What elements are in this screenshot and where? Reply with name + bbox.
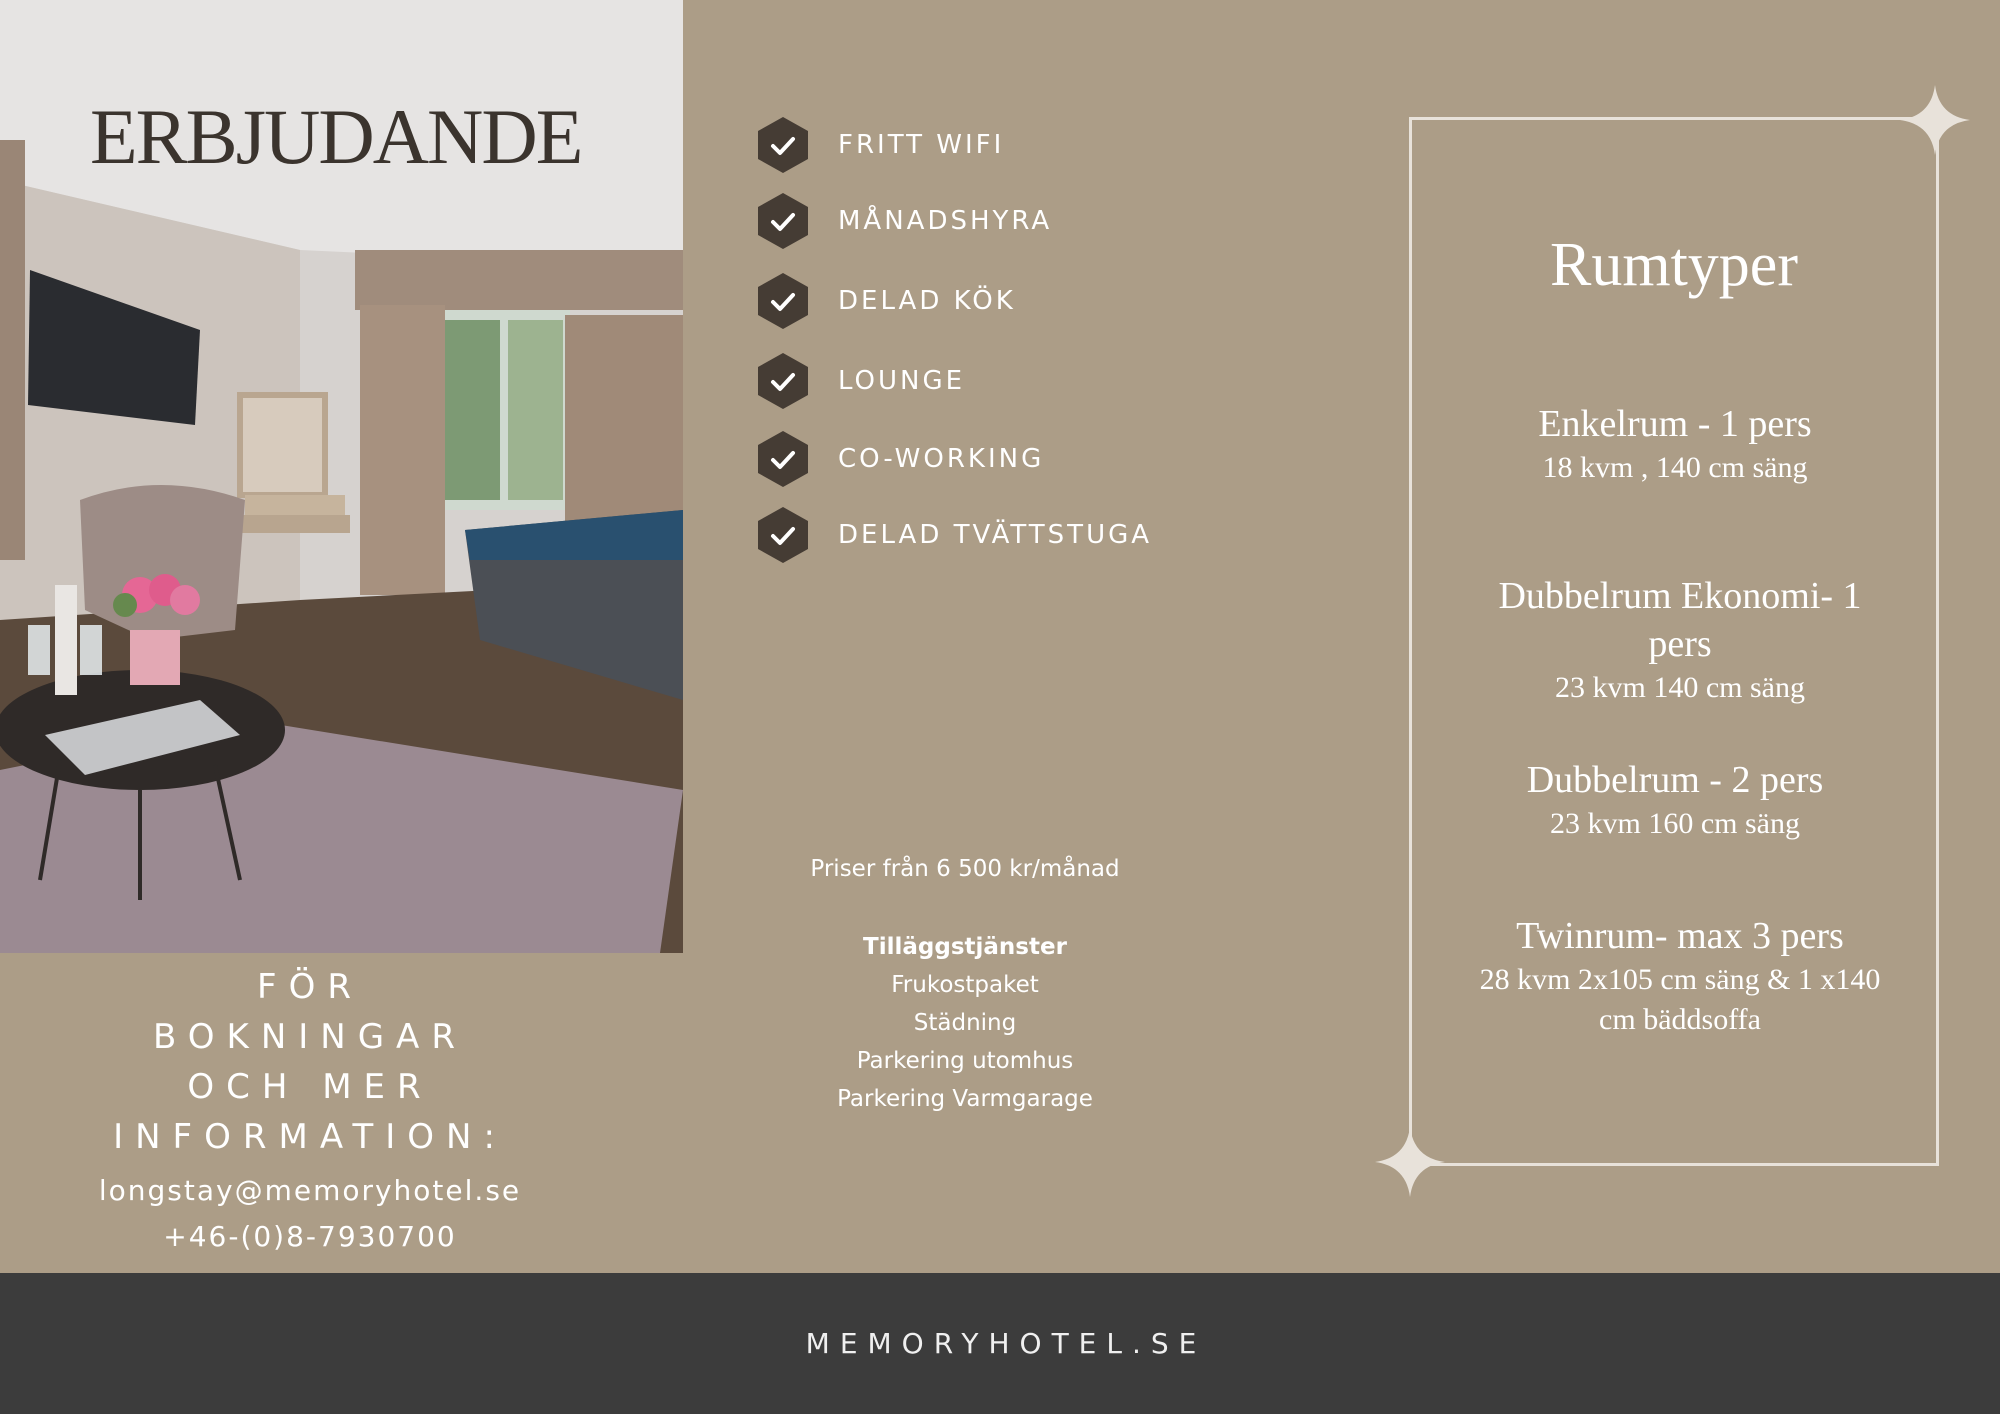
room-item xyxy=(1410,756,1940,844)
feature-item-co-working xyxy=(758,431,1044,487)
room-name: Dubbelrum - 2 pers xyxy=(1526,759,1824,801)
prices-section xyxy=(765,856,1165,1118)
room-desc: 18 kvm , 140 cm säng xyxy=(1542,451,1808,484)
check-icon xyxy=(758,193,808,249)
feature-label: LOUNGE xyxy=(838,366,966,396)
room-item xyxy=(1410,400,1940,488)
feature-label: FRITT WIFI xyxy=(838,130,1005,160)
feature-label: DELAD KÖK xyxy=(838,286,1016,316)
feature-item-wifi xyxy=(758,117,1004,173)
room-name: Enkelrum - 1 pers xyxy=(1538,403,1812,445)
room-item xyxy=(1470,572,1890,708)
contact-heading xyxy=(90,962,530,1162)
room-name: Dubbelrum Ekonomi- 1 pers xyxy=(1498,575,1862,665)
contact-heading-line: FÖR xyxy=(257,967,363,1007)
contact-phone[interactable]: +46-(0)8-7930700 xyxy=(163,1220,457,1253)
room-desc: 28 kvm 2x105 cm säng & 1 x140 cm bäddsoffa xyxy=(1479,963,1881,1036)
website-link[interactable]: MEMORYHOTEL.SE xyxy=(805,1327,1207,1360)
extra-item: Parkering Varmgarage xyxy=(837,1086,1093,1112)
feature-item-delad-tvattstuga xyxy=(758,507,1152,563)
contact-heading-line: OCH MER xyxy=(187,1067,433,1107)
check-icon xyxy=(758,117,808,173)
check-icon xyxy=(758,353,808,409)
contact-heading-line: BOKNINGAR xyxy=(153,1017,467,1057)
contact-section xyxy=(40,962,580,1260)
sparkle-icon xyxy=(1375,1127,1445,1197)
check-icon xyxy=(758,273,808,329)
page-title: ERBJUDANDE xyxy=(90,93,582,180)
extra-item: Parkering utomhus xyxy=(856,1048,1074,1074)
extras-heading: Tilläggstjänster xyxy=(863,934,1067,960)
room-item xyxy=(1470,912,1890,1040)
price-line: Priser från 6 500 kr/månad xyxy=(810,856,1120,882)
feature-item-lounge xyxy=(758,353,965,409)
feature-label: DELAD TVÄTTSTUGA xyxy=(838,520,1153,550)
feature-label: MÅNADSHYRA xyxy=(838,206,1053,236)
contact-heading-line: INFORMATION: xyxy=(113,1117,507,1157)
extra-item: Frukostpaket xyxy=(891,972,1039,998)
room-name: Twinrum- max 3 pers xyxy=(1516,915,1844,957)
check-icon xyxy=(758,507,808,563)
check-icon xyxy=(758,431,808,487)
sparkle-icon xyxy=(1900,85,1970,155)
room-types-title: Rumtyper xyxy=(1550,231,1798,299)
contact-email[interactable]: longstay@memoryhotel.se xyxy=(98,1174,522,1207)
room-desc: 23 kvm 140 cm säng xyxy=(1555,671,1805,704)
footer xyxy=(0,1273,2000,1414)
room-desc: 23 kvm 160 cm säng xyxy=(1550,807,1800,840)
extra-item: Städning xyxy=(913,1010,1017,1036)
feature-item-manadshyra xyxy=(758,193,1052,249)
feature-item-delad-kok xyxy=(758,273,1016,329)
feature-label: CO-WORKING xyxy=(838,444,1045,474)
